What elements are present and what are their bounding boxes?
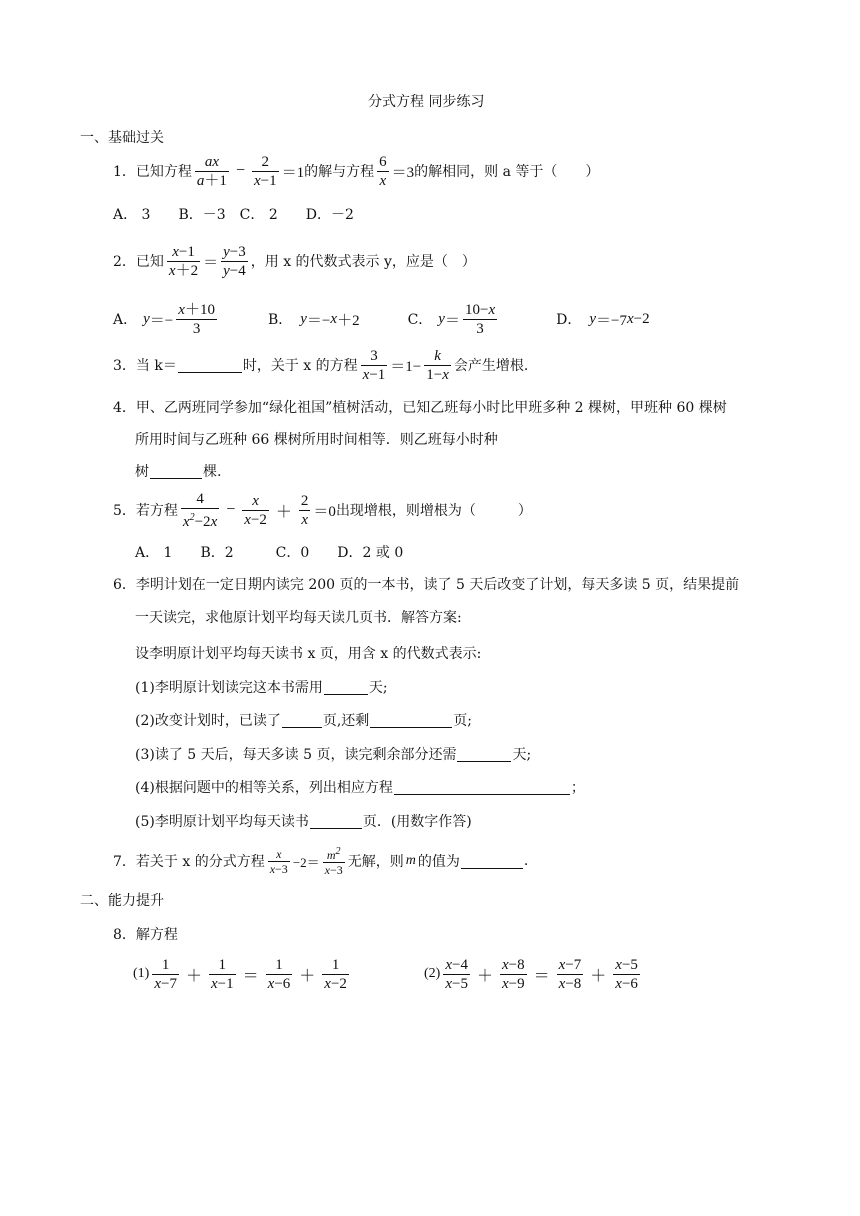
- fraction: $\frac{x+10}{3}$: [178, 301, 215, 337]
- q6-step-3-text: (3)读了 5 天后，每天多读 5 页，读完剩余部分还需: [135, 747, 457, 763]
- q4-line-2: 所用时间与乙班种 66 棵树所用时间相等．则乙班每小时种: [135, 432, 498, 448]
- q5-text: 5．若方程: [113, 503, 178, 519]
- q7-text-mid2: 的值为: [417, 854, 460, 870]
- fraction: $\frac{k}{1-x}$: [426, 347, 449, 383]
- q7-text-mid: 无解，则: [347, 854, 404, 870]
- q6-step-2: [135, 710, 472, 730]
- answer-blank[interactable]: [461, 854, 523, 869]
- answer-blank[interactable]: [282, 713, 322, 728]
- answer-blank[interactable]: [370, 713, 452, 728]
- fraction: $\frac{2}{x-1}$: [253, 153, 277, 189]
- q6-step-4: [135, 777, 585, 797]
- q6-step-3-end: 天;: [512, 747, 532, 763]
- fraction: $\frac{1}{x-2}$: [324, 956, 347, 992]
- q5-text-end: 出现增根，则增根为（ ）: [335, 503, 532, 519]
- q2-option-c: C．: [407, 312, 433, 328]
- q6-step-5-end: 页．(用数字作答): [362, 814, 472, 830]
- q6-step-2-text: (2)改变计划时，已读了: [135, 713, 281, 729]
- fraction: $\frac{x-4}{x-5}$: [445, 956, 468, 992]
- q6-step-5-text: (5)李明原计划平均每天读书: [135, 814, 309, 830]
- fraction: $\frac{3}{x-1}$: [362, 347, 386, 383]
- fraction: $\frac{x-1}{x+2}$: [168, 243, 199, 279]
- fraction: $\frac{1}{x-6}$: [267, 956, 291, 992]
- page-title: 分式方程 同步练习: [368, 94, 485, 110]
- q8-part-1: (1): [133, 966, 150, 981]
- q1-text: 1．已知方程: [113, 164, 192, 180]
- q6-line-2: 一天读完，求他原计划平均每天读几页书．解答方案:: [135, 610, 462, 626]
- q2-option-a: A．: [113, 312, 138, 328]
- q4-line-1: 4．甲、乙两班同学参加“绿化祖国”植树活动，已知乙班每小时比甲班多种 2 棵树，甲班种 60 棵树: [113, 400, 727, 416]
- q6-line-3: 设李明原计划平均每天读书 x 页，用含 x 的代数式表示:: [135, 646, 482, 662]
- q4-text: 树: [135, 464, 149, 480]
- q7-variable: m: [405, 853, 416, 868]
- q6-step-5: [135, 811, 472, 831]
- q4-line-3: [135, 461, 221, 481]
- answer-blank[interactable]: [457, 747, 511, 762]
- q3-text-end: 会产生增根.: [453, 358, 529, 374]
- answer-blank[interactable]: [150, 464, 202, 479]
- answer-blank[interactable]: [178, 358, 242, 373]
- fraction: $\frac{y-3}{y-4}$: [223, 243, 246, 279]
- q7-text: 7．若关于 x 的分式方程: [113, 854, 265, 870]
- question-7: 7．若关于 x 的分式方程 $\frac{x}{x-3}$ −2＝ $\frac{m^2}{x-3}$ 无解，则 m 的值为 .: [113, 846, 529, 877]
- q4-text-end: 棵.: [203, 464, 222, 480]
- q6-line-1: 6．李明计划在一定日期内读完 200 页的一本书，读了 5 天后改变了计划，每天多读 5 页，结果提前: [113, 577, 740, 593]
- section-basic: 一、基础过关: [80, 130, 164, 146]
- q3-text-mid: 时，关于 x 的方程: [242, 358, 358, 374]
- q8-equation-2: (2) $\frac{x-4}{x-5}$ ＋ $\frac{x-8}{x-9}$ ＝ $\frac{x-7}{x-8}$ ＋ $\frac{x-5}{x-6}$: [424, 956, 638, 992]
- question-5: 5．若方程 $\frac{4}{x^2-2x}$ − $\frac{x}{x-2}$ ＋ $\frac{2}{x}$ ＝0 出现增根，则增根为（ ）: [113, 490, 532, 530]
- fraction: $\frac{1}{x-7}$: [154, 956, 177, 992]
- q3-text: 3．当 k＝: [113, 358, 177, 374]
- fraction: $\frac{m^2}{x-3}$: [324, 846, 343, 877]
- q2-options: A． y ＝− $\frac{x+10}{3}$ B． y ＝− x ＋2 C． y ＝ $\frac{10-x}{3}$ D． y ＝−7 x −2: [113, 301, 650, 337]
- fraction: $\frac{x-5}{x-6}$: [615, 956, 638, 992]
- answer-blank[interactable]: [310, 814, 362, 829]
- q6-step-3: [135, 744, 531, 764]
- q6-step-2-mid: 页,还剩: [322, 713, 370, 729]
- q6-step-1-text: (1)李明原计划读完这本书需用: [135, 680, 323, 696]
- q8-equation-1: (1) $\frac{1}{x-7}$ ＋ $\frac{1}{x-1}$ ＝ $\frac{1}{x-6}$ ＋ $\frac{1}{x-2}$: [133, 956, 347, 992]
- q2-option-b: B．: [267, 312, 293, 328]
- q6-step-4-text: (4)根据问题中的相等关系，列出相应方程: [135, 780, 393, 796]
- fraction: $\frac{10-x}{3}$: [464, 301, 496, 337]
- fraction: $\frac{1}{x-1}$: [210, 956, 234, 992]
- q6-step-2-end: 页;: [453, 713, 473, 729]
- answer-blank[interactable]: [324, 680, 368, 695]
- answer-blank[interactable]: [394, 780, 570, 795]
- fraction: $\frac{6}{x}$: [379, 153, 387, 189]
- fraction: $\frac{x}{x-3}$: [269, 846, 288, 876]
- fraction: $\frac{x-7}{x-8}$: [558, 956, 582, 992]
- fraction: $\frac{4}{x^2-2x}$: [182, 490, 218, 530]
- q6-step-4-end: ；: [570, 780, 585, 796]
- q8-part-2: (2): [424, 966, 441, 981]
- q2-text: 2．已知: [113, 254, 164, 270]
- q2-text-end: ，用 x 的代数式表示 y，应是（ ）: [250, 254, 476, 270]
- question-3: 3．当 k＝ 时，关于 x 的方程 $\frac{3}{x-1}$ ＝1− $\frac{k}{1-x}$ 会产生增根.: [113, 347, 529, 383]
- q6-step-1-end: 天;: [368, 680, 388, 696]
- q6-step-1: [135, 677, 388, 697]
- q2-option-d: D．: [556, 312, 582, 328]
- q1-text-end: 的解相同，则 a 等于（ ）: [414, 164, 600, 180]
- fraction: $\frac{x-8}{x-9}$: [501, 956, 525, 992]
- section-advanced: 二、能力提升: [80, 893, 164, 909]
- fraction: $\frac{ax}{a+1}$: [196, 153, 227, 189]
- q7-text-end: .: [523, 853, 529, 869]
- q1-text-mid: 的解与方程: [304, 164, 375, 180]
- q1-options: A． 3 B．－3 C． 2 D．－2: [113, 207, 354, 223]
- question-1: 1．已知方程 $\frac{ax}{a+1}$ − $\frac{2}{x-1}$ ＝1 的解与方程 $\frac{6}{x}$ ＝3 的解相同，则 a 等于（ ）: [113, 153, 600, 189]
- fraction: $\frac{2}{x}$: [300, 492, 309, 528]
- question-2: 2．已知 $\frac{x-1}{x+2}$ ＝ $\frac{y-3}{y-4}$ ，用 x 的代数式表示 y，应是（ ）: [113, 243, 476, 279]
- fraction: $\frac{x}{x-2}$: [244, 492, 267, 528]
- q8-label: 8．解方程: [113, 927, 178, 943]
- q5-options: A． 1 B．2 C．0 D．2 或 0: [135, 545, 404, 561]
